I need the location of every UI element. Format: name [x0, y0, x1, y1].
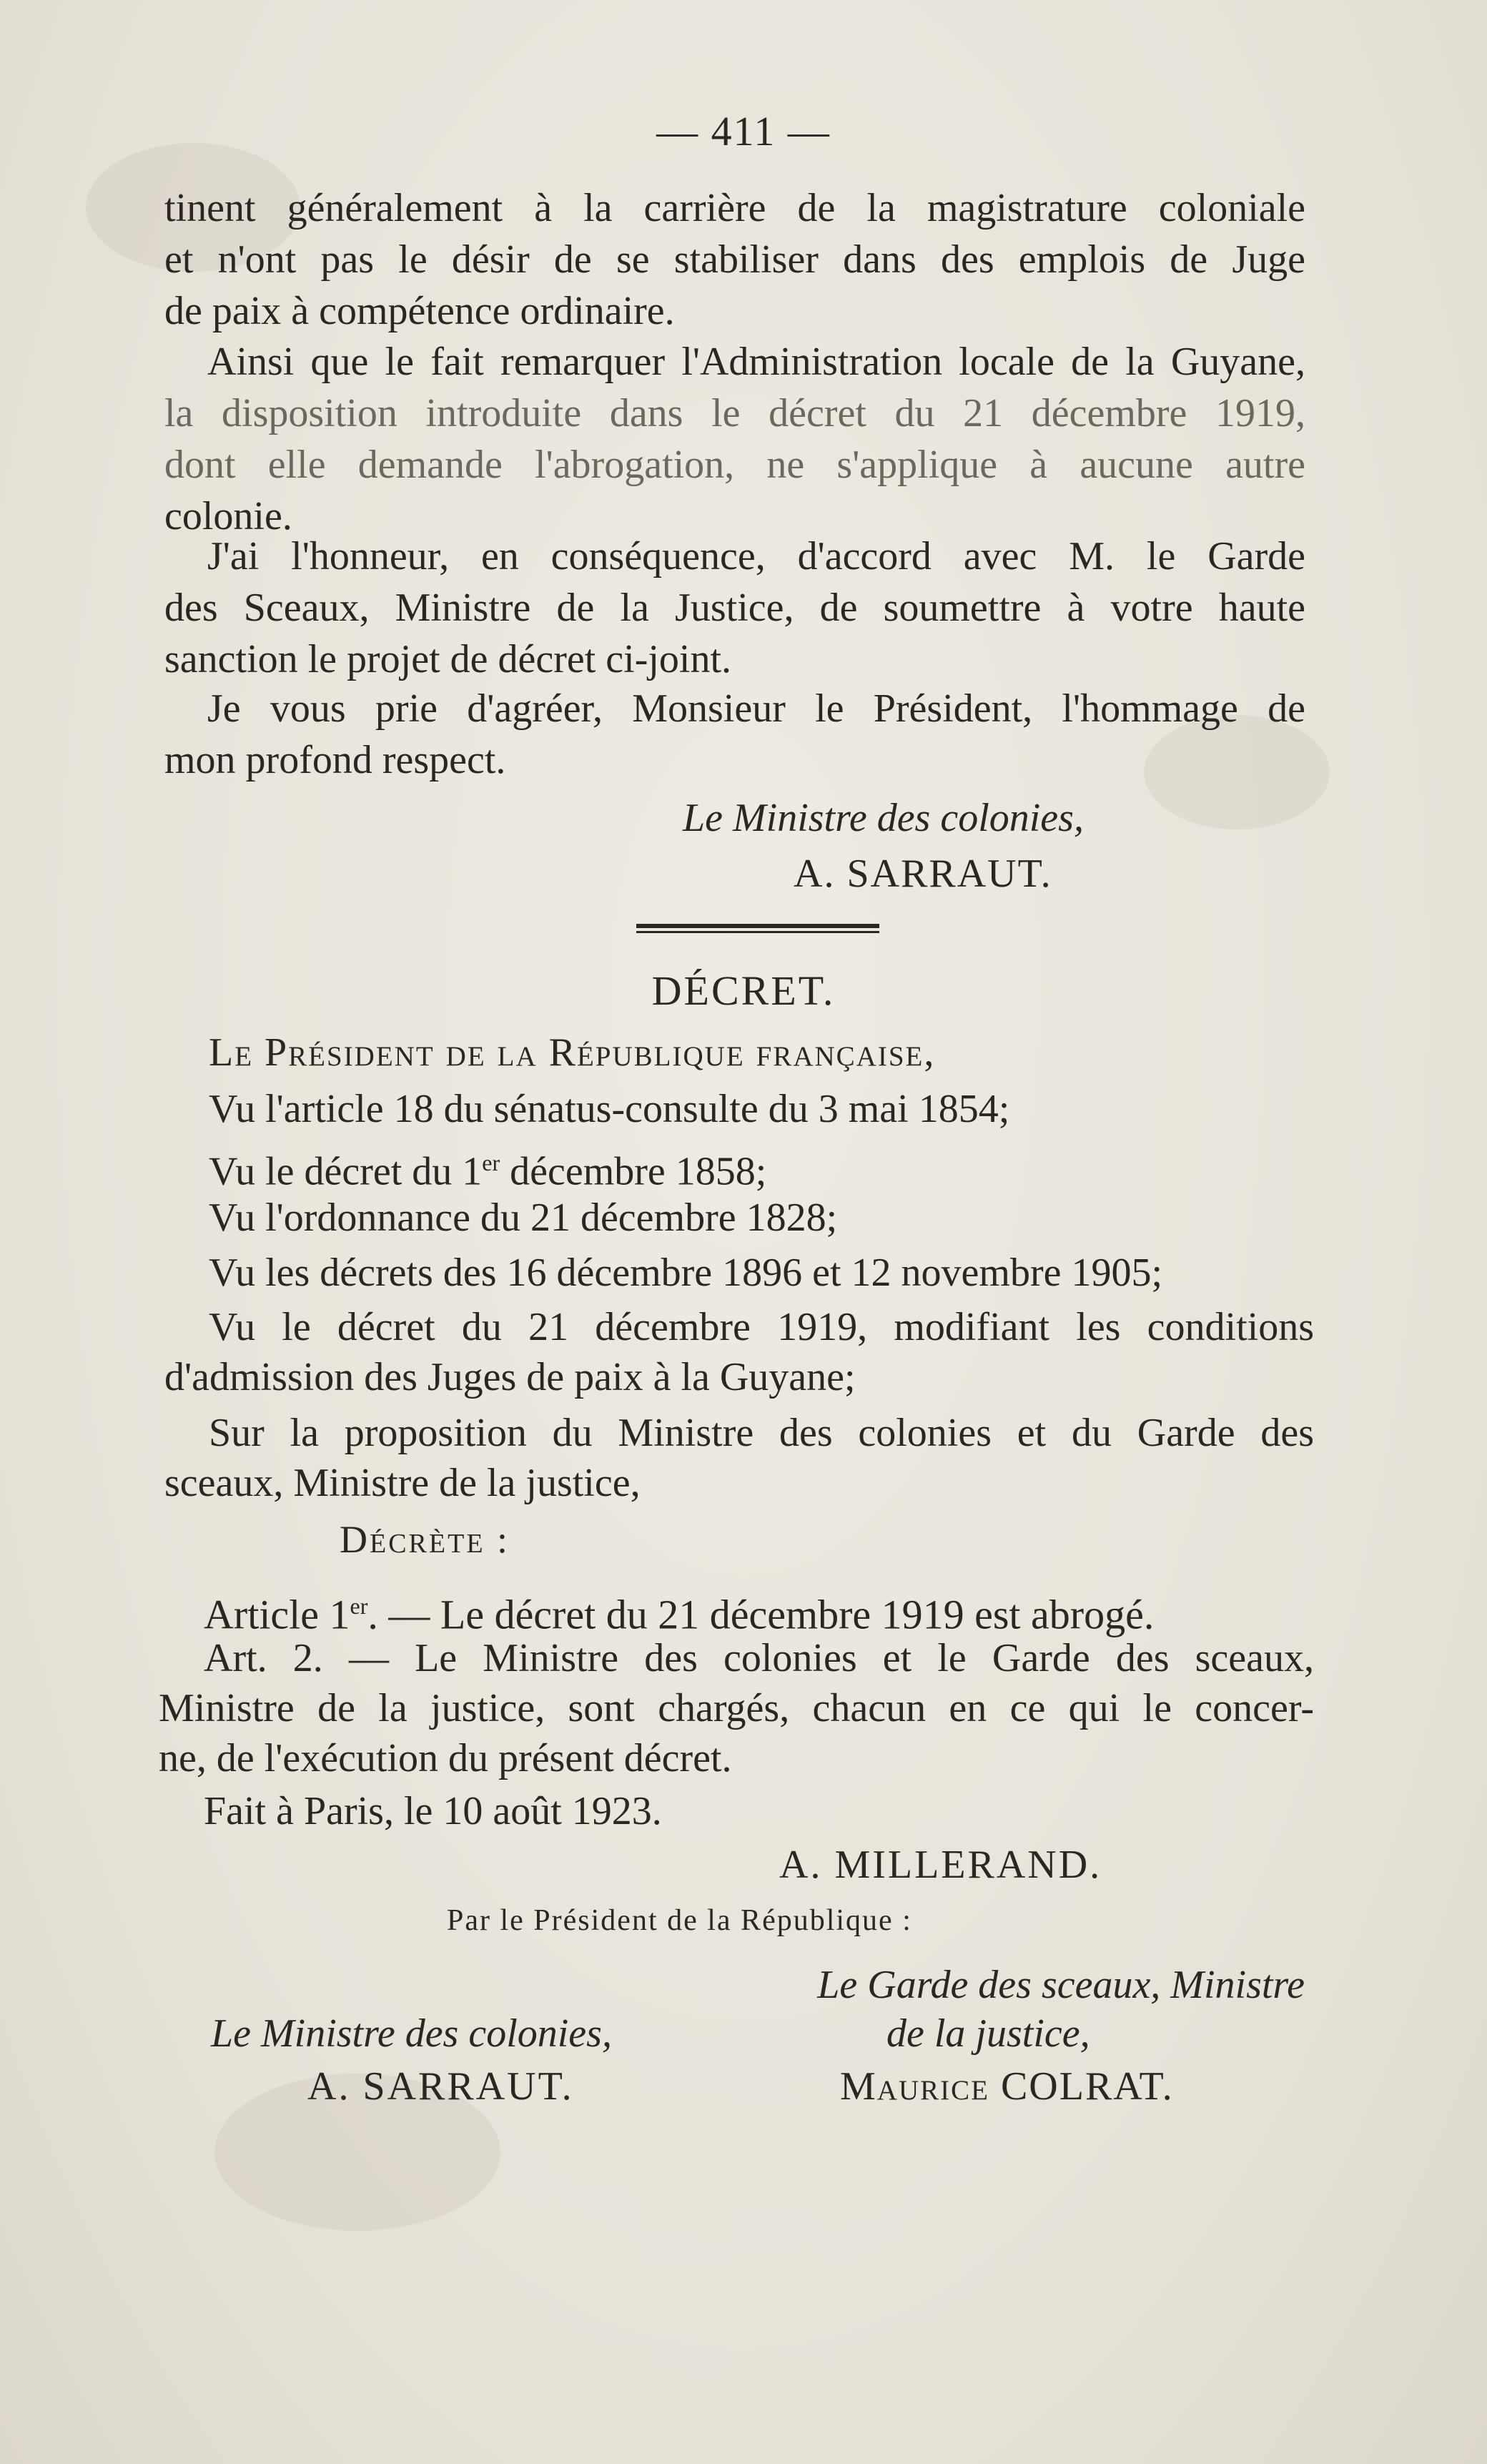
paragraph-line: dont elle demande l'abrogation, ne s'applique à aucune autre: [164, 443, 1305, 487]
paragraph-line: sanction le projet de décret ci-joint.: [164, 637, 732, 681]
decree-decrete: Décrète :: [340, 1518, 510, 1561]
decree-vu: d'admission des Juges de paix à la Guyane;: [164, 1355, 856, 1399]
signature-name: A. SARRAUT.: [794, 852, 1052, 896]
decree-article: Article 1er. — Le décret du 21 décembre 1919 est abrogé.: [204, 1591, 1155, 1638]
separator-rule: [636, 931, 879, 933]
decree-signer: A. MILLERAND.: [779, 1843, 1102, 1887]
paragraph-line: tinent généralement à la carrière de la magistrature coloniale: [164, 186, 1305, 230]
decree-article: Art. 2. — Le Ministre des colonies et le Garde des sceaux,: [204, 1636, 1314, 1680]
decree-vu: Vu le décret du 1er décembre 1858;: [209, 1149, 767, 1194]
signature-right-title: Le Garde des sceaux, Ministre: [817, 1963, 1305, 2007]
signature-title: Le Ministre des colonies,: [683, 796, 1084, 840]
decree-vu: Vu les décrets des 16 décembre 1896 et 12 novembre 1905;: [209, 1251, 1163, 1295]
paragraph-line: J'ai l'honneur, en conséquence, d'accord avec M. le Garde: [207, 534, 1305, 578]
decree-article: ne, de l'exécution du présent décret.: [159, 1736, 732, 1780]
paragraph-line: Je vous prie d'agréer, Monsieur le Président, l'hommage de: [207, 686, 1305, 731]
page-number: — 411 —: [656, 108, 831, 154]
decree-president: Le Président de la République française,: [209, 1030, 936, 1075]
decree-vu: Vu l'article 18 du sénatus-consulte du 3 mai 1854;: [209, 1087, 1010, 1131]
signature-left-name: A. SARRAUT.: [307, 2064, 574, 2109]
decree-par: Par le Président de la République :: [447, 1904, 912, 1937]
signature-right-title: de la justice,: [886, 2011, 1090, 2056]
paragraph-line: de paix à compétence ordinaire.: [164, 289, 675, 333]
paragraph-line: et n'ont pas le désir de se stabiliser dans des emplois de Juge: [164, 237, 1305, 282]
signature-left-title: Le Ministre des colonies,: [211, 2011, 612, 2056]
paragraph-line: la disposition introduite dans le décret du 21 décembre 1919,: [164, 391, 1305, 435]
paragraph-line: mon profond respect.: [164, 738, 506, 782]
decree-vu: Vu le décret du 21 décembre 1919, modifiant les conditions: [209, 1305, 1314, 1349]
decree-article: Ministre de la justice, sont chargés, chacun en ce qui le concer-: [159, 1686, 1314, 1730]
paragraph-line: des Sceaux, Ministre de la Justice, de soumettre à votre haute: [164, 586, 1305, 630]
separator-rule: [636, 924, 879, 928]
decree-date: Fait à Paris, le 10 août 1923.: [204, 1789, 662, 1833]
decree-proposal: Sur la proposition du Ministre des colonies et du Garde des: [209, 1411, 1314, 1455]
signature-right-name: Maurice COLRAT.: [840, 2064, 1174, 2109]
decree-proposal: sceaux, Ministre de la justice,: [164, 1461, 641, 1505]
decree-vu: Vu l'ordonnance du 21 décembre 1828;: [209, 1196, 838, 1240]
decree-heading: DÉCRET.: [651, 967, 836, 1014]
paragraph-line: Ainsi que le fait remarquer l'Administration locale de la Guyane,: [207, 340, 1305, 384]
paragraph-line: colonie.: [164, 494, 292, 538]
